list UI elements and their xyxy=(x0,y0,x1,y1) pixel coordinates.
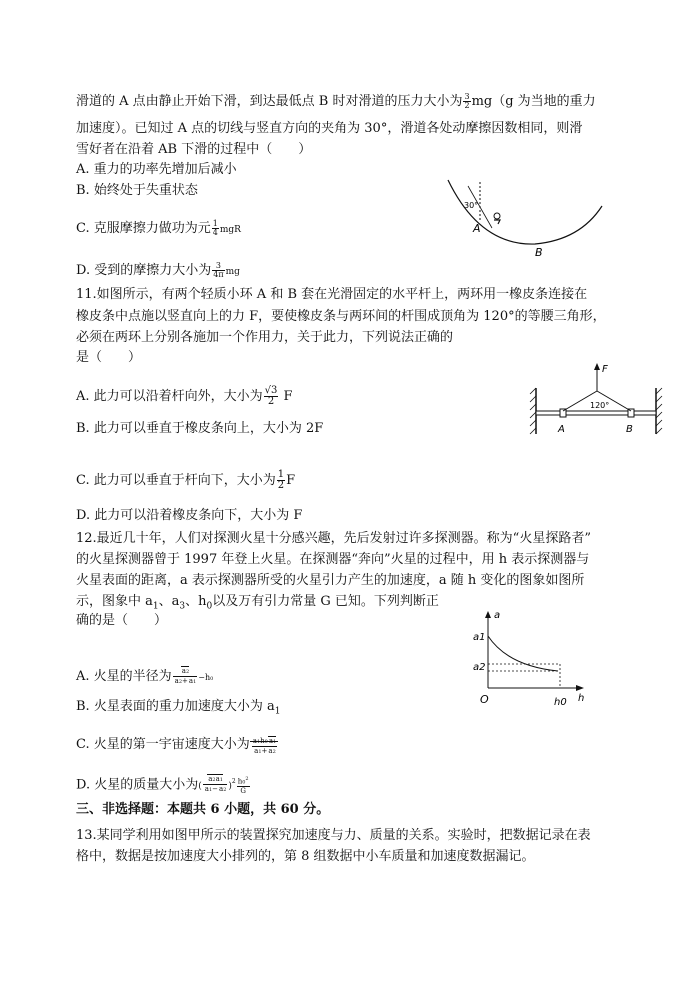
q11-line2: 橡皮条中点施以竖直向上的力 F，要使橡皮条与两环间的杆围成顶角为 120°的等腰三角形， xyxy=(76,309,606,324)
q12-graph-figure xyxy=(468,608,592,712)
a2-label: a2 xyxy=(473,662,486,673)
q10-option-d: D. 受到的摩擦力大小为 $\frac{3}{4\pi}$ mg xyxy=(76,261,240,279)
horizontal-rod xyxy=(536,411,656,415)
q12-option-a: A. 火星的半径为 $\frac{a2}{a2+a1}$ −h0 xyxy=(76,667,214,685)
q10-option-c: C. 克服摩擦力做功为元 $\frac{1}{4}$ mgR xyxy=(76,219,241,237)
q11-line4: 是（ ） xyxy=(76,350,142,365)
q11-rings-figure xyxy=(528,358,664,440)
q11-option-b: B. 此力可以垂直于橡皮条向上，大小为 2F xyxy=(76,421,324,436)
q10-option-b: B. 始终处于失重状态 xyxy=(76,183,198,198)
q12-line2: 的火星探测器曾于 1997 年登上火星。在探测器“奔向”火星的过程中，用 h 表示探测器与 xyxy=(76,552,590,567)
q10-fraction: $\frac{3}{2}$ xyxy=(464,92,470,110)
ring-b-label: B xyxy=(626,424,633,435)
a-h-curve xyxy=(488,636,558,671)
q11-option-c: C. 此力可以垂直于杆向下，大小为 $\frac{1}{2}$ F xyxy=(76,469,296,491)
origin-label: O xyxy=(480,693,489,706)
q10-line3: 雪好者在沿着 AB 下滑的过程中（ ） xyxy=(76,142,312,157)
q12-option-b: B. 火星表面的重力加速度大小为 $a_1$ xyxy=(76,699,281,717)
q11-line3: 必须在两环上分别各施加一个作用力，关于此力，下列说法正确的 xyxy=(76,330,454,345)
q13-line1: 13.某同学利用如图甲所示的装置探究加速度与力、质量的关系。实验时，把数据记录在表 xyxy=(76,828,591,843)
q10-line1: 滑道的 A 点由静止开始下滑，到达最低点 B 时对滑道的压力大小为 $\frac{3}{2}$ mg（g 为当地的重力 xyxy=(76,92,596,110)
q12-line5: 确的是（ ） xyxy=(76,613,168,628)
q13-line2: 格中，数据是按加速度大小排列的，第 8 组数据中小车质量和加速度数据漏记。 xyxy=(76,849,535,864)
q12-option-c: C. 火星的第一宇宙速度大小为 $\frac{a1h0a1}{a1+a2}$ xyxy=(76,736,277,755)
force-f-label: F xyxy=(602,364,608,375)
skier-icon xyxy=(494,213,500,219)
point-a-label: A xyxy=(473,222,481,235)
axis-a-label: a xyxy=(494,610,501,621)
q10-line2: 加速度）。已知过 A 点的切线与竖直方向的夹角为 30°，滑道各处动摩擦因数相同，则滑 xyxy=(76,121,583,136)
h0-label: h0 xyxy=(554,697,567,708)
angle-120-label: 120° xyxy=(590,401,610,410)
q10-slope-figure xyxy=(440,176,610,266)
q12-option-d: D. 火星的质量大小为( $\frac{a2a1}{a1-a2}$ )$^2$ $\frac{h0^2}{G}$ xyxy=(76,775,249,795)
ring-a-label: A xyxy=(558,424,565,435)
a1-label: a1 xyxy=(473,632,486,643)
q11-option-a: A. 此力可以沿着杆向外，大小为 $\frac{√3}{2}$ F xyxy=(76,385,293,407)
point-b-label: B xyxy=(535,246,543,259)
q12-line3: 火星表面的距离，a 表示探测器所受的火星引力产生的加速度，a 随 h 变化的图象如图所 xyxy=(76,573,585,588)
q11-line1: 11.如图所示，有两个轻质小环 A 和 B 套在光滑固定的水平杆上，两环用一橡皮条连接在 xyxy=(76,287,588,302)
slope-curve xyxy=(448,180,602,244)
q10-option-a: A. 重力的功率先增加后减小 xyxy=(76,162,237,177)
q12-line4: 示，图象中 $a_1$、$a_3$、$h_0$以及万有引力常量 G 已知。下列判断正 xyxy=(76,594,439,612)
q11-option-d: D. 此力可以沿着橡皮条向下，大小为 F xyxy=(76,508,303,523)
section-3-heading: 三、非选择题：本题共 6 小题，共 60 分。 xyxy=(76,802,330,817)
axis-h-label: h xyxy=(578,693,585,704)
q12-line1: 12.最近几十年，人们对探测火星十分感兴趣，先后发射过许多探测器。称为“火星探路者” xyxy=(76,531,591,546)
angle-label: 30° xyxy=(464,201,479,210)
